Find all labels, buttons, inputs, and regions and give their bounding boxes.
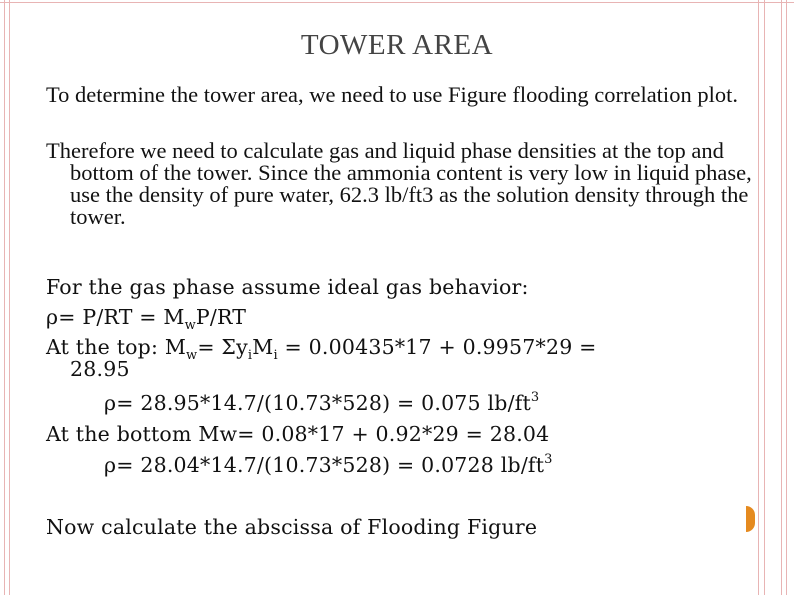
- accent-marker: [746, 506, 755, 532]
- top-eq-sub-w: w: [186, 348, 198, 363]
- top-eq-sub-i: i: [247, 348, 253, 363]
- bottom-density-sup: 3: [544, 452, 553, 467]
- paragraph-densities: Therefore we need to calculate gas and liquid phase densities at the top and bottom of the tower. Since the ammonia content is very low in liquid phase, use the density of pure water, 62.3 lb/ft3 as the solution density through the tower.: [46, 138, 752, 229]
- density-equation-sub: w: [184, 318, 196, 333]
- density-equation-rhs: P/RT: [195, 305, 247, 329]
- top-eq-part-c: M: [252, 335, 274, 359]
- top-molar-mass-result: 28.95: [70, 357, 130, 381]
- paragraph-intro: To determine the tower area, we need to use Figure flooding correlation plot.: [46, 82, 738, 107]
- frame-left-line-2: [9, 0, 10, 595]
- top-eq-sub-i-2: i: [273, 348, 278, 363]
- gas-phase-intro: For the gas phase assume ideal gas behavior:: [46, 275, 529, 299]
- bottom-density-equation: [104, 454, 553, 476]
- top-eq-part-d: = 0.00435*17 + 0.9957*29 =: [277, 335, 597, 359]
- top-density-sup: 3: [530, 390, 540, 405]
- density-equation-lhs: ρ= P/RT = M: [46, 305, 185, 329]
- bottom-molar-mass-equation: At the bottom Mw= 0.08*17 + 0.92*29 = 28.04: [46, 422, 550, 446]
- frame-left-line: [4, 0, 5, 595]
- top-density-equation: [104, 392, 539, 414]
- top-density-text: ρ= 28.95*14.7/(10.73*528) = 0.075 lb/ft: [104, 391, 531, 415]
- frame-top-line: [0, 2, 794, 3]
- frame-right-line-3: [781, 0, 782, 595]
- top-molar-mass-equation: [46, 335, 597, 363]
- density-equation: [46, 305, 247, 333]
- bottom-density-text: ρ= 28.04*14.7/(10.73*528) = 0.0728 lb/ft: [104, 453, 545, 477]
- top-eq-part-b: = Σy: [197, 335, 248, 359]
- closing-statement: Now calculate the abscissa of Flooding Figure: [46, 515, 538, 539]
- frame-right-line-4: [786, 0, 787, 595]
- slide-title: TOWER AREA: [300, 29, 494, 61]
- top-eq-part-a: At the top: M: [46, 335, 187, 359]
